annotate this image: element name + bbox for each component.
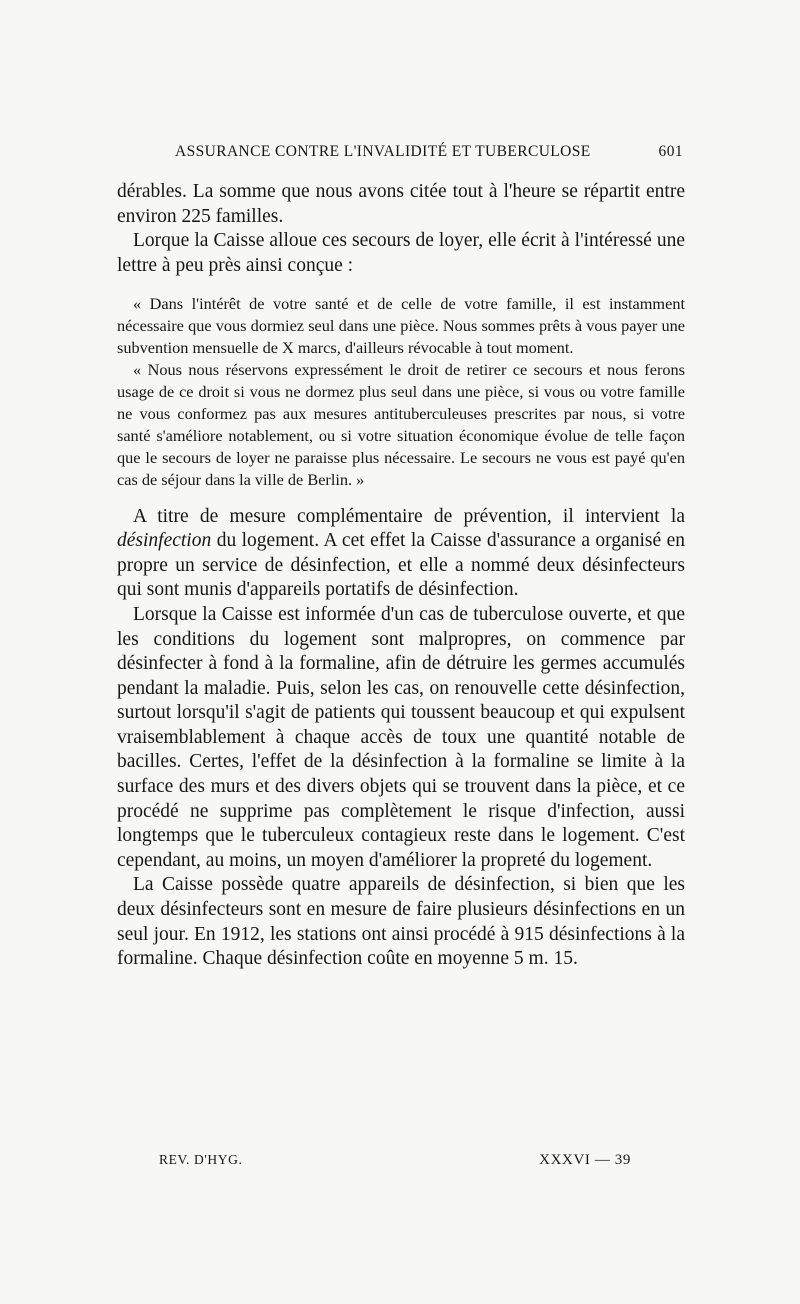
emphasized-term: désinfection xyxy=(117,530,212,552)
paragraph: La Caisse possède quatre appareils de désinfection, si bien que les deux désinfecteurs sont en mesure de faire plusieurs désinfections en un seul jour. En 1912, les stations ont ainsi procédé à 915 désinfections à la formaline. Chaque désinfection coûte en moyenne 5 m. 15. xyxy=(117,874,685,970)
signature-mark: XXXVI — 39 xyxy=(539,1152,631,1168)
paragraph: Lorsque la Caisse est informée d'un cas de tuberculose ouverte, et que les conditions du logement sont malpropres, on commence par désinfecter à fond à la formaline, afin de détruire les germes accumulés pendant la maladie. Puis, selon les cas, on renouvelle cette désinfection, surtout lorsqu'il s'agit de patients qui toussent beaucoup et qui expulsent vraisemblablement à chaque accès de toux une quantité notable de bacilles. Certes, l'effet de la désinfection à la formaline se limite à la surface des murs et des divers objets qui se trouvent dans la pièce, et ce procédé ne supprime pas complètement le risque d'infection, aussi longtemps que le tuberculeux contagieux reste dans le logement. C'est cependant, au moins, un moyen d'améliorer la propreté du logement. xyxy=(117,603,685,871)
paragraph: dérables. La somme que nous avons citée tout à l'heure se répartit entre environ 225 familles. xyxy=(117,181,685,227)
quoted-letter-paragraph: « Nous nous réservons expressément le droit de retirer ce secours et nous ferons usage de ce droit si vous ne dormez plus seul dans une pièce, si vous ou votre famille ne vous conformez pas aux mesures antituberculeuses prescrites par nous, si votre santé s'améliore notablement, ou si votre situation économique évolue de telle façon que le secours de loyer ne paraisse plus nécessaire. Le secours ne vous est payé qu'en cas de séjour dans la ville de Berlin. » xyxy=(117,360,685,489)
running-title: ASSURANCE CONTRE L'INVALIDITÉ ET TUBERCULOSE xyxy=(175,143,591,160)
paragraph: Lorque la Caisse alloue ces secours de loyer, elle écrit à l'intéressé une lettre à peu près ainsi conçue : xyxy=(117,230,685,276)
page-number: 601 xyxy=(658,143,683,160)
paragraph xyxy=(117,505,685,603)
paragraph-text: du logement. A cet effet la Caisse d'assurance a organisé en propre un service de désinfection, et elle a nommé deux désinfecteurs qui sont munis d'appareils portatifs de désinfection. xyxy=(117,530,685,601)
body-text xyxy=(117,180,685,972)
journal-abbreviation: REV. D'HYG. xyxy=(159,1152,243,1167)
quoted-letter-paragraph: « Dans l'intérêt de votre santé et de celle de votre famille, il est instamment nécessaire que vous dormiez seul dans une pièce. Nous sommes prêts à vous payer une subvention mensuelle de X marcs, d'ailleurs révocable à tout moment. xyxy=(117,294,685,358)
paragraph-text: A titre de mesure complémentaire de prévention, il intervient la xyxy=(133,505,685,527)
